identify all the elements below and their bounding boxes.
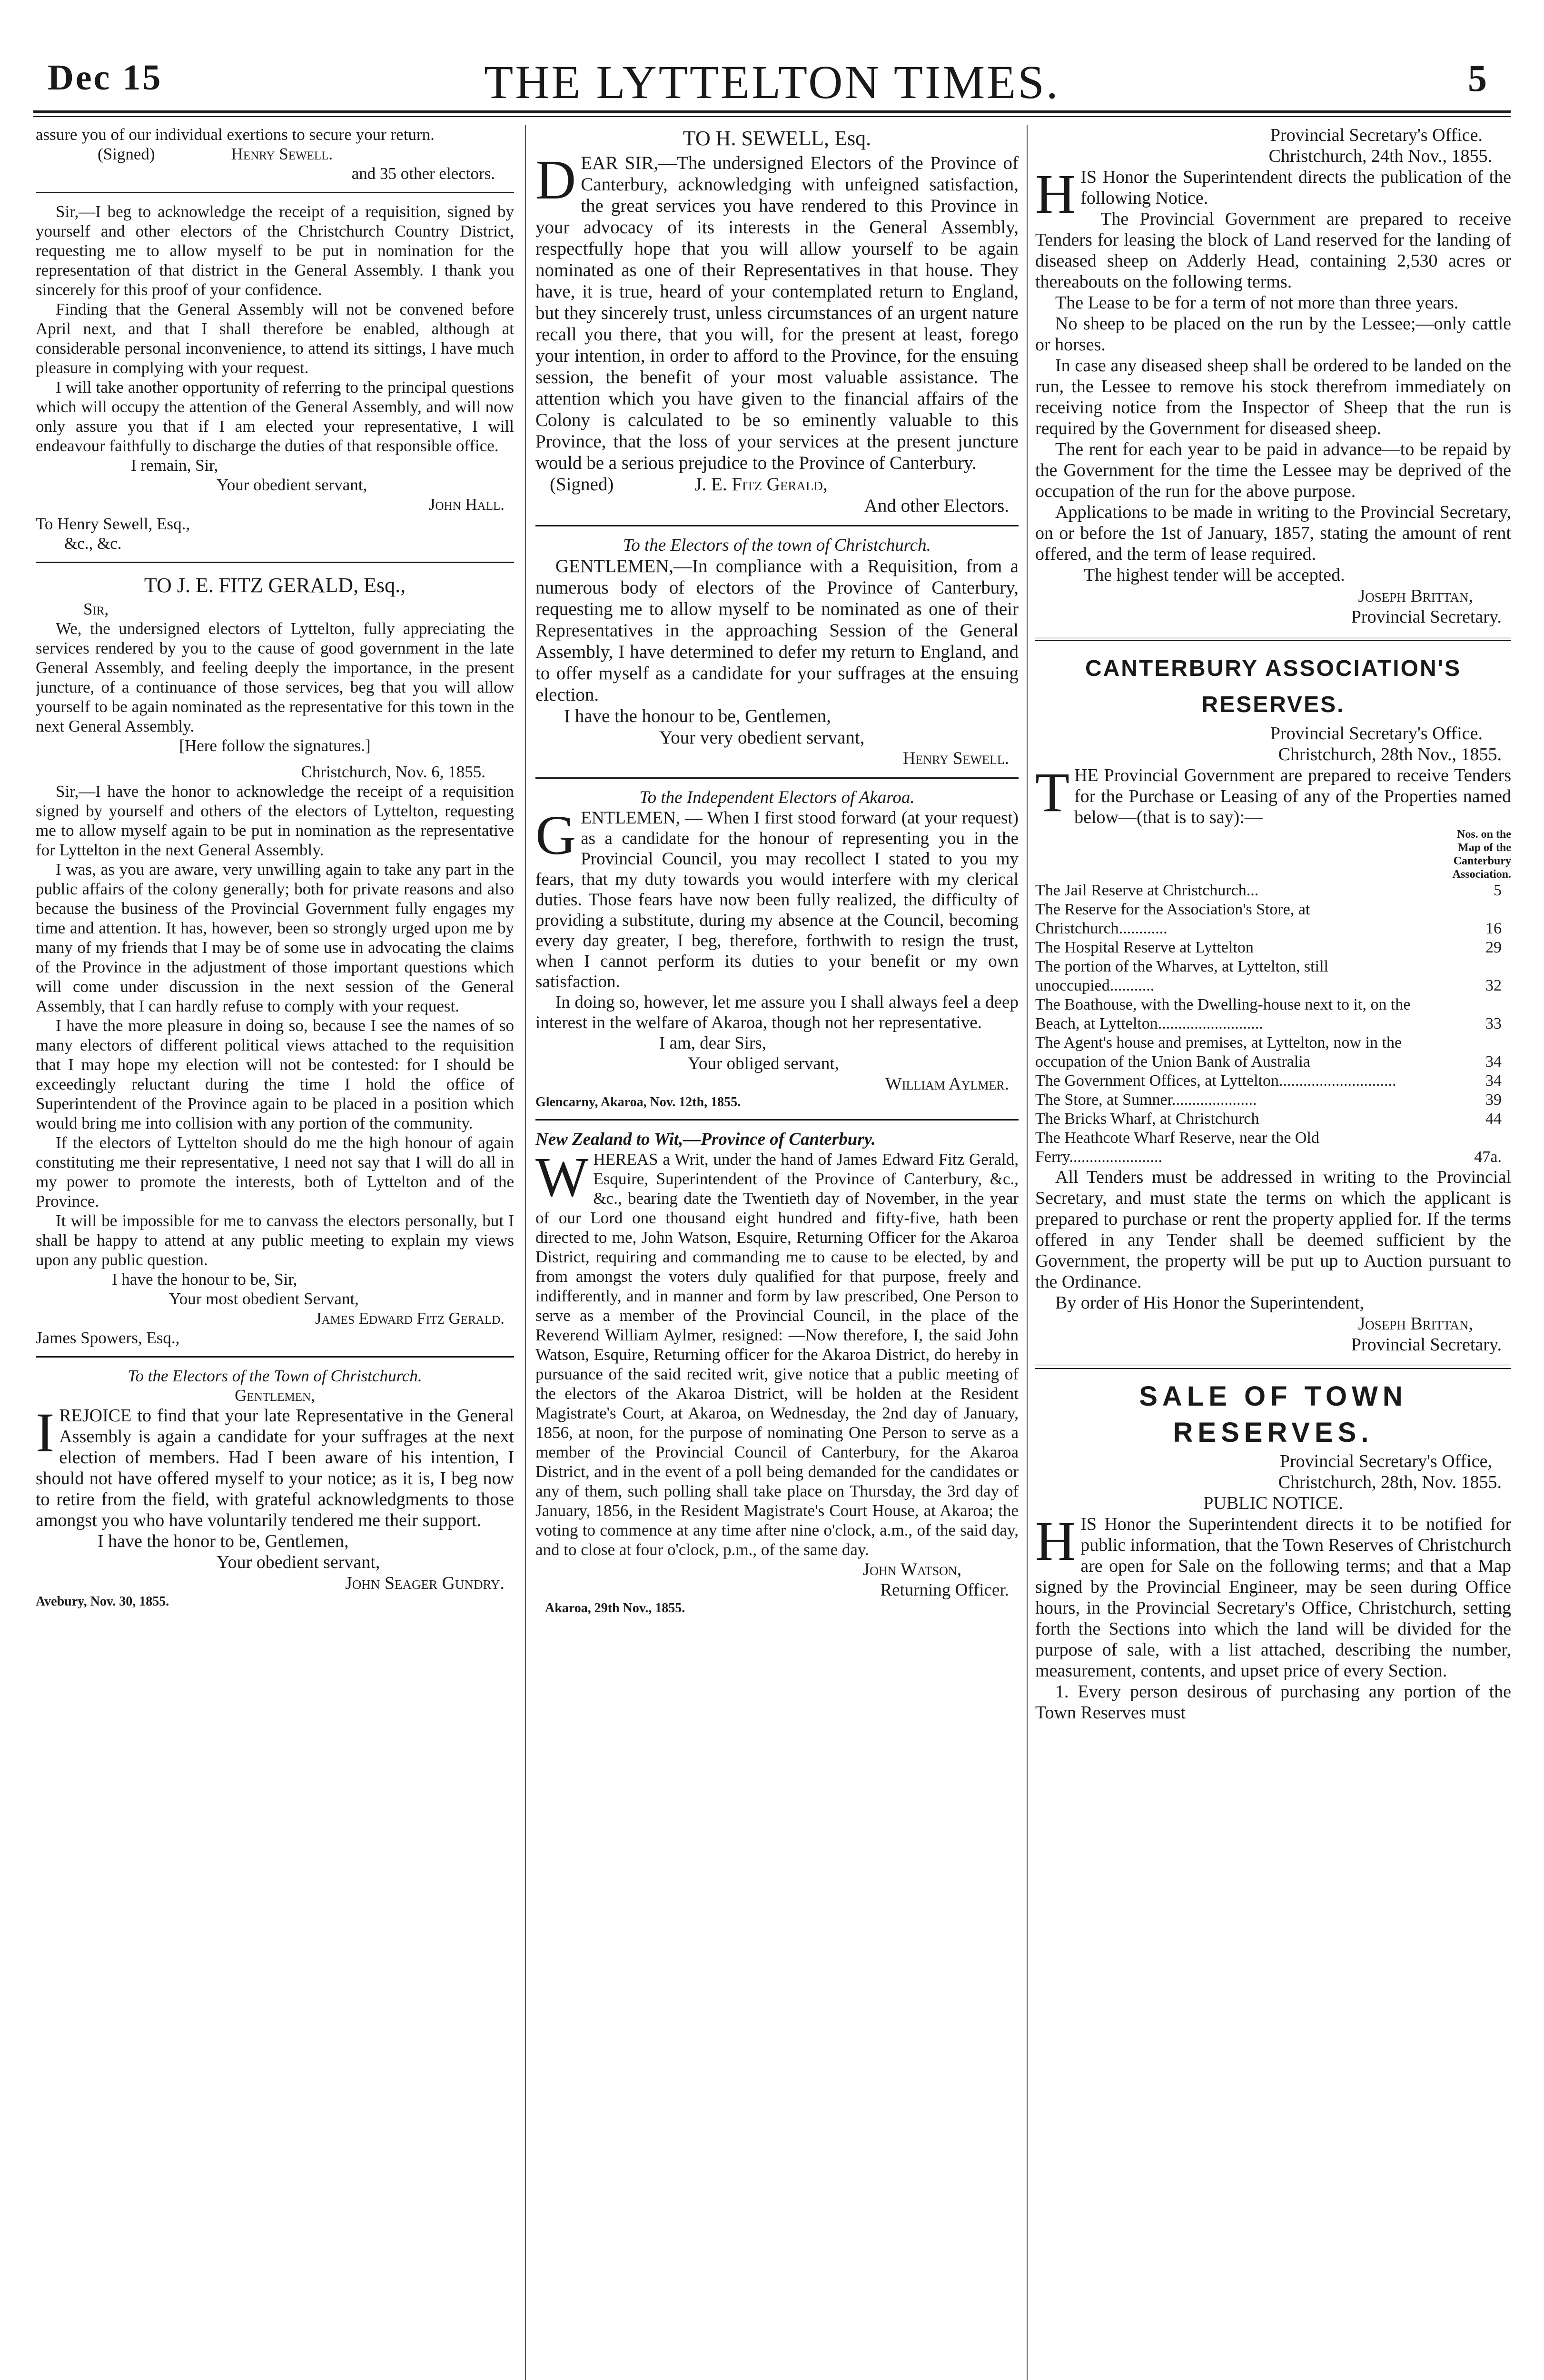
reserve-number: 32 xyxy=(1485,977,1502,994)
public-notice-label: PUBLIC NOTICE. xyxy=(1203,1493,1343,1513)
aylmer-dateline: Glencarny, Akaroa, Nov. 12th, 1855. xyxy=(535,1095,741,1110)
table-row xyxy=(1035,957,1511,995)
column-divider xyxy=(525,125,526,2380)
reserve-name: The Store, at Sumner..................... xyxy=(1035,1091,1257,1109)
drop-cap: H xyxy=(1035,1510,1076,1572)
drop-cap: W xyxy=(535,1146,589,1208)
writ-dateline: Akaroa, 29th Nov., 1855. xyxy=(545,1601,685,1616)
section-rule xyxy=(1035,1365,1511,1369)
office-line: Provincial Secretary's Office. xyxy=(1270,724,1483,744)
town-reserves-heading: SALE OF TOWN RESERVES. xyxy=(1139,1381,1407,1448)
hall-addressee: To Henry Sewell, Esq., xyxy=(36,515,190,533)
section-rule xyxy=(535,777,1019,779)
reserve-number: 44 xyxy=(1485,1110,1502,1128)
sewell-end-text: assure you of our individual exertions to secure your return. xyxy=(36,125,435,144)
table-row xyxy=(1035,938,1511,957)
fitzgerald-servant: Your most obedient Servant, xyxy=(169,1289,359,1308)
hall-paragraph: Sir,—I beg to acknowledge the receipt of a requisition, signed by yourself and other electors of the Christchurch Country District, requesting me to allow myself to be put in nomination for the representation of that district in the General Assembly. I thank you sincerely for this proof of your confidence. xyxy=(36,202,514,299)
dateline: Christchurch, 24th Nov., 1855. xyxy=(1268,146,1492,166)
sheep-text: IS Honor the Superintendent directs the publication of the following Notice. xyxy=(1080,167,1511,208)
page-number: 5 xyxy=(1468,58,1487,99)
table-row xyxy=(1035,1129,1511,1167)
section-rule xyxy=(535,525,1019,526)
sheep-paragraph xyxy=(1035,163,1511,225)
gundry-signer: John Seager Gundry. xyxy=(345,1573,505,1593)
drop-cap: G xyxy=(535,804,576,866)
sewell-paragraph: GENTLEMEN,—In compliance with a Requisition, from a numerous body of electors of the Province of Canterbury, requesting me to allow myself to be nominated as one of their Representatives in the approaching Session of the General Assembly, I have determined to defer my return to England, and to offer myself as a candidate for your suffrages at the ensuing election. xyxy=(535,556,1019,705)
signatures-note: [Here follow the signatures.] xyxy=(179,736,371,755)
reserve-number: 29 xyxy=(1485,939,1502,956)
sheep-paragraph: The Provincial Government are prepared to receive Tenders for leasing the block of Land reserved for the landing of diseased sheep on Adderly Head, containing 2,530 acres or thereabouts on the following terms. xyxy=(1035,209,1511,292)
to-sewell-heading: TO H. SEWELL, Esq. xyxy=(683,127,871,150)
canterbury-reserves-heading: CANTERBURY ASSOCIATION'S RESERVES. xyxy=(1085,656,1462,717)
office-line: Provincial Secretary's Office, xyxy=(1279,1451,1492,1471)
reserves-paragraph: All Tenders must be addressed in writing to the Provincial Secretary, and must state the terms on which the applicant is prepared to purchase or rent the property applied for. If the terms offered in any Tender shall be deemed sufficient by the Government, the property will be put up to Auction pursuant to the Ordinance. xyxy=(1035,1167,1511,1292)
town-reserves-paragraph xyxy=(1035,1510,1511,1681)
sheep-paragraph: The rent for each year to be paid in advance—to be repaid by the Government for the time the Lessee may be deprived of the occupation of the run for the above purpose. xyxy=(1035,439,1511,501)
gundry-servant: Your obedient servant, xyxy=(217,1552,380,1572)
reserves-signer-title: Provincial Secretary. xyxy=(1351,1335,1502,1355)
dateline: Christchurch, 28th Nov., 1855. xyxy=(1278,744,1502,764)
fitzgerald-closing: I have the honour to be, Sir, xyxy=(112,1270,297,1289)
reserves-paragraph: By order of His Honor the Superintendent, xyxy=(1055,1293,1365,1313)
other-electors: and 35 other electors. xyxy=(351,164,495,183)
table-row xyxy=(1035,1091,1511,1110)
table-row xyxy=(1035,995,1511,1033)
reserves-paragraph xyxy=(1035,761,1511,828)
dateline: Christchurch, 28th, Nov. 1855. xyxy=(1278,1472,1502,1492)
aylmer-paragraph xyxy=(535,804,1019,992)
map-number-column-head: Nos. on the Map of the Canterbury Association. xyxy=(1452,828,1511,881)
reserves-table xyxy=(1035,881,1511,1167)
christchurch-heading: To the Electors of the town of Christchurch. xyxy=(623,536,931,555)
reserve-name: The Agent's house and premises, at Lyttelton, now in the occupation of the Union Bank of Australia xyxy=(1035,1034,1402,1071)
aylmer-paragraph: In doing so, however, let me assure you I shall always feel a deep interest in the welfare of Akaroa, though not her representative. xyxy=(535,992,1019,1032)
to-sewell-paragraph xyxy=(535,149,1019,474)
writ-paragraph xyxy=(535,1146,1019,1559)
table-row xyxy=(1035,1071,1511,1091)
fitzgerald-paragraph: I was, as you are aware, very unwilling again to take any part in the public affairs of the colony generally; both for private reasons and also because the business of the Provincial Government fully engages my time and attention. It has, however, been so strongly urged upon me by many of my friends that I may be of some use in advocating the claims of the Province in the adjustment of those important questions which will come under discussion in the next session of the General Assembly, that I can hardly refuse to comply with your request. xyxy=(36,860,514,1015)
writ-signer-title: Returning Officer. xyxy=(880,1580,1009,1600)
fitzgerald-addressee: James Spowers, Esq., xyxy=(36,1329,180,1347)
reserve-number: 47a. xyxy=(1474,1148,1502,1166)
section-rule xyxy=(535,1119,1019,1121)
other-electors: And other Electors. xyxy=(864,496,1009,516)
signed-text: (Signed) xyxy=(550,474,614,495)
requisition-paragraph: We, the undersigned electors of Lyttelton, fully appreciating the services rendered by you to the cause of good government in the late General Assembly, and feeling deeply the importance, in the present juncture, of a continuance of those services, beg that you will allow yourself to be again nominated as the representative for this town in the next General Assembly. xyxy=(36,619,514,735)
hall-paragraph: I will take another opportunity of referring to the principal questions which will occupy the attention of the General Assembly, and will now only assure you that if I am elected your representative, I will endeavour faithfully to discharge the duties of that responsible office. xyxy=(36,378,514,455)
table-row xyxy=(1035,1033,1511,1071)
table-row xyxy=(1035,881,1511,900)
sheep-paragraph: The Lease to be for a term of not more than three years. xyxy=(1055,293,1459,313)
table-row xyxy=(1035,900,1511,938)
drop-cap: T xyxy=(1035,761,1070,823)
reserves-signer: Joseph Brittan, xyxy=(1358,1314,1473,1334)
sheep-signer-title: Provincial Secretary. xyxy=(1351,607,1502,627)
aylmer-signer: William Aylmer. xyxy=(885,1074,1009,1094)
sheep-paragraph: No sheep to be placed on the run by the Lessee;—only cattle or horses. xyxy=(1035,314,1511,355)
section-rule xyxy=(1035,637,1511,641)
reserve-number: 34 xyxy=(1485,1053,1502,1071)
gundry-heading: To the Electors of the Town of Christchurch. xyxy=(128,1367,422,1385)
dateline: Christchurch, Nov. 6, 1855. xyxy=(301,763,485,781)
sewell-signer: Henry Sewell. xyxy=(902,749,1009,768)
sheep-signer: Joseph Brittan, xyxy=(1358,586,1473,606)
fitzgerald-paragraph: It will be impossible for me to canvass the electors personally, but I shall be happy to attend at any public meeting to explain my views upon any public question. xyxy=(36,1211,514,1269)
writ-signer: John Watson, xyxy=(862,1560,961,1579)
signer-name: Henry Sewell. xyxy=(231,145,333,163)
reserves-text: HE Provincial Government are prepared to receive Tenders for the Purchase or Leasing of any of the Properties named below—(that is to say):— xyxy=(1074,765,1511,827)
reserve-name: The Heathcote Wharf Reserve, near the Old Ferry....................... xyxy=(1035,1129,1319,1166)
reserve-name: The Reserve for the Association's Store, at Christchurch............ xyxy=(1035,901,1310,937)
aylmer-closing: I am, dear Sirs, xyxy=(659,1033,767,1053)
town-reserves-text: IS Honor the Superintendent directs it to be notified for public information, that the Town Reserves of Christchurch are open for Sale on the following terms; and that a Map signed by the Provincial Engineer, may be seen during Office hours, in the Provincial Secretary's Office, Christchurch, setting forth the Sections into which the land will be divided for the purpose of sale, with a list attached, describing the number, measurement, contents, and upset price of every Section. xyxy=(1035,1514,1511,1681)
fitzgerald-signer: James Edward Fitz Gerald. xyxy=(315,1309,505,1328)
salutation: Sir, xyxy=(83,600,109,618)
reserve-name: The Boathouse, with the Dwelling-house next to it, on the Beach, at Lyttelton.......................... xyxy=(1035,996,1411,1032)
writ-heading: New Zealand to Wit,—Province of Canterbury. xyxy=(535,1130,876,1149)
hall-remain: I remain, Sir, xyxy=(131,456,218,475)
signed-text: (Signed) xyxy=(98,145,155,163)
reserve-name: The portion of the Wharves, at Lyttelton, still unoccupied........... xyxy=(1035,958,1328,994)
reserve-number: 33 xyxy=(1485,1015,1502,1032)
newspaper-title: THE LYTTELTON TIMES. xyxy=(484,56,1060,109)
gundry-dateline: Avebury, Nov. 30, 1855. xyxy=(36,1594,169,1609)
column-1 xyxy=(36,125,514,2380)
gundry-salutation: Gentlemen, xyxy=(235,1386,315,1405)
akaroa-heading: To the Independent Electors of Akaroa. xyxy=(639,788,915,807)
reserve-name: The Bricks Wharf, at Christchurch xyxy=(1035,1110,1259,1128)
fitzgerald-paragraph: If the electors of Lyttelton should do me the high honour of again constituting me their representative, I need not say that I will do all in my power to promote the interests, both of Lyttelton and of the Province. xyxy=(36,1133,514,1210)
section-rule xyxy=(36,562,514,563)
office-line: Provincial Secretary's Office. xyxy=(1270,125,1483,145)
section-rule xyxy=(36,192,514,193)
fitzgerald-paragraph: I have the more pleasure in doing so, because I see the names of so many electors of different political views attached to the requisition that I may hope my election will not be contested: for I should be exceedingly reluctant during the time I hold the office of Superintendent of the Province again to be placed in a position which would bring me into collision with any portion of the community. xyxy=(36,1016,514,1132)
reserve-number: 39 xyxy=(1485,1091,1502,1109)
sheep-paragraph: Applications to be made in writing to the Provincial Secretary, on or before the 1st of January, 1857, stating the amount of rent offered, and the term of lease required. xyxy=(1035,502,1511,564)
reserve-number: 5 xyxy=(1494,882,1502,899)
drop-cap: H xyxy=(1035,163,1076,225)
signed-label xyxy=(36,144,514,164)
section-rule xyxy=(36,1356,514,1358)
hall-signer: John Hall. xyxy=(428,495,505,514)
reserve-name: The Government Offices, at Lyttelton............................. xyxy=(1035,1072,1396,1090)
column-2 xyxy=(535,125,1019,2380)
sheep-paragraph: The highest tender will be accepted. xyxy=(1084,565,1345,585)
writ-text: HEREAS a Writ, under the hand of James Edward Fitz Gerald, Esquire, Superintendent of the Province of Canterbury, &c., &c., bearing date the Twentieth day of November, in the year of our Lord one thousand eight hundred and fifty-five, hath been directed to me, John Watson, Esquire, Returning Officer for the Akaroa District, requiring and commanding me to cause to be elected, by and from amongst the voters duly qualified for that purpose, freely and indifferently, and in manner and form by law prescribed, One Person to serve as a member of the Provincial Council, in the place of the Reverend William Aylmer, resigned: —Now therefore, I, the said John Watson, Esquire, Returning officer for the Akaroa District, do hereby in pursuance of the said recited writ, give notice that a public meeting of the electors of the Akaroa District, will be holden at the Resident Magistrate's Court, at Akaroa, on Wednesday, the 2nd day of January, 1856, at noon, for the purpose of nominating One Person to serve as a member of the Provincial Council of Canterbury, for the Akaroa District, and in the event of a poll being demanded for the candidates or any of them, such polling shall take place on Thursday, the 3rd day of January, 1856, in the Resident Magistrate's Court House, at Akaroa; the voting to commence at any time after nine o'clock, a.m., of the said day, and to close at four o'clock, p.m., of the same day. xyxy=(535,1150,1019,1559)
issue-date: Dec 15 xyxy=(48,58,163,98)
signer-name: J. E. Fitz Gerald, xyxy=(694,474,828,495)
gundry-text: REJOICE to find that your late Representative in the General Assembly is again a candidate for your suffrages at the next election of members. Had I been aware of his intention, I should not have offered myself to your notice; as it is, I beg now to retire from the field, with grateful acknowledgments to those amongst you who have voluntarily tendered me their support. xyxy=(36,1406,514,1530)
reserve-number: 16 xyxy=(1485,920,1502,937)
masthead-rule xyxy=(33,110,1511,117)
column-3 xyxy=(1035,125,1511,2380)
sheep-paragraph: In case any diseased sheep shall be ordered to be landed on the run, the Lessee to remove his stock therefrom immediately on receiving notice from the Inspector of Sheep that the run is required by the Government for diseased sheep. xyxy=(1035,356,1511,438)
town-reserves-paragraph: 1. Every person desirous of purchasing any portion of the Town Reserves must xyxy=(1035,1682,1511,1723)
reserve-name: The Hospital Reserve at Lyttelton xyxy=(1035,939,1254,956)
masthead xyxy=(0,0,1544,119)
reserve-number: 34 xyxy=(1485,1072,1502,1090)
fitzgerald-requisition-heading: TO J. E. FITZ GERALD, Esq., xyxy=(144,574,406,597)
sewell-servant: Your very obedient servant, xyxy=(659,727,865,748)
table-row xyxy=(1035,1110,1511,1129)
to-sewell-text: EAR SIR,—The undersigned Electors of the Province of Canterbury, acknowledging with unfeigned satisfaction, the great services you have rendered to this Province in your advocacy of its interests in the General Assembly, respectfully hope that you will allow yourself to be again nominated as one of their Representatives in that house. They have, it is true, heard of your contemplated return to England, but they sincerely trust, unless circumstances of an urgent nature recall you there, that you will, for the present at least, forego your intention, in order to afford to the Province, for the ensuing session, the benefit of your most valuable assistance. The attention which you have given to the financial affairs of the Colony is calculated to be so eminently valuable to this Province, that the loss of your services at the present juncture would be a serious prejudice to the Province of Canterbury. xyxy=(535,153,1019,473)
column-divider xyxy=(1027,125,1028,2380)
hall-etc: &c., &c. xyxy=(64,534,122,553)
aylmer-servant: Your obliged servant, xyxy=(688,1054,839,1073)
drop-cap: I xyxy=(36,1401,55,1464)
reserve-name: The Jail Reserve at Christchurch... xyxy=(1035,882,1259,899)
gundry-paragraph xyxy=(36,1401,514,1531)
signed-line xyxy=(535,474,1019,495)
aylmer-text: ENTLEMEN, — When I first stood forward (at your request) as a candidate for the honour of representing you in the Provincial Council, you may recollect I stated to you my fears, that my duty towards you would interfere with my clerical duties. Those fears have now been fully realized, the difficulty of providing a substitute, during my absence at the Council, becoming every day greater, I beg, therefore, forthwith to resign the trust, when I cannot perform its duties to your benefit or my own satisfaction. xyxy=(535,808,1019,992)
sewell-closing: I have the honour to be, Gentlemen, xyxy=(564,706,831,726)
drop-cap: D xyxy=(535,149,576,211)
gundry-closing: I have the honor to be, Gentlemen, xyxy=(98,1531,349,1551)
hall-paragraph: Finding that the General Assembly will not be convened before April next, and that I shall therefore be enabled, although at considerable personal inconvenience, to attend its sittings, I have much pleasure in complying with your request. xyxy=(36,300,514,377)
fitzgerald-paragraph: Sir,—I have the honor to acknowledge the receipt of a requisition signed by yourself and others of the electors of Lyttelton, requesting me to allow myself again to be put in nomination as the representative for Lyttelton in the next General Assembly. xyxy=(36,782,514,859)
hall-servant: Your obedient servant, xyxy=(217,476,367,494)
